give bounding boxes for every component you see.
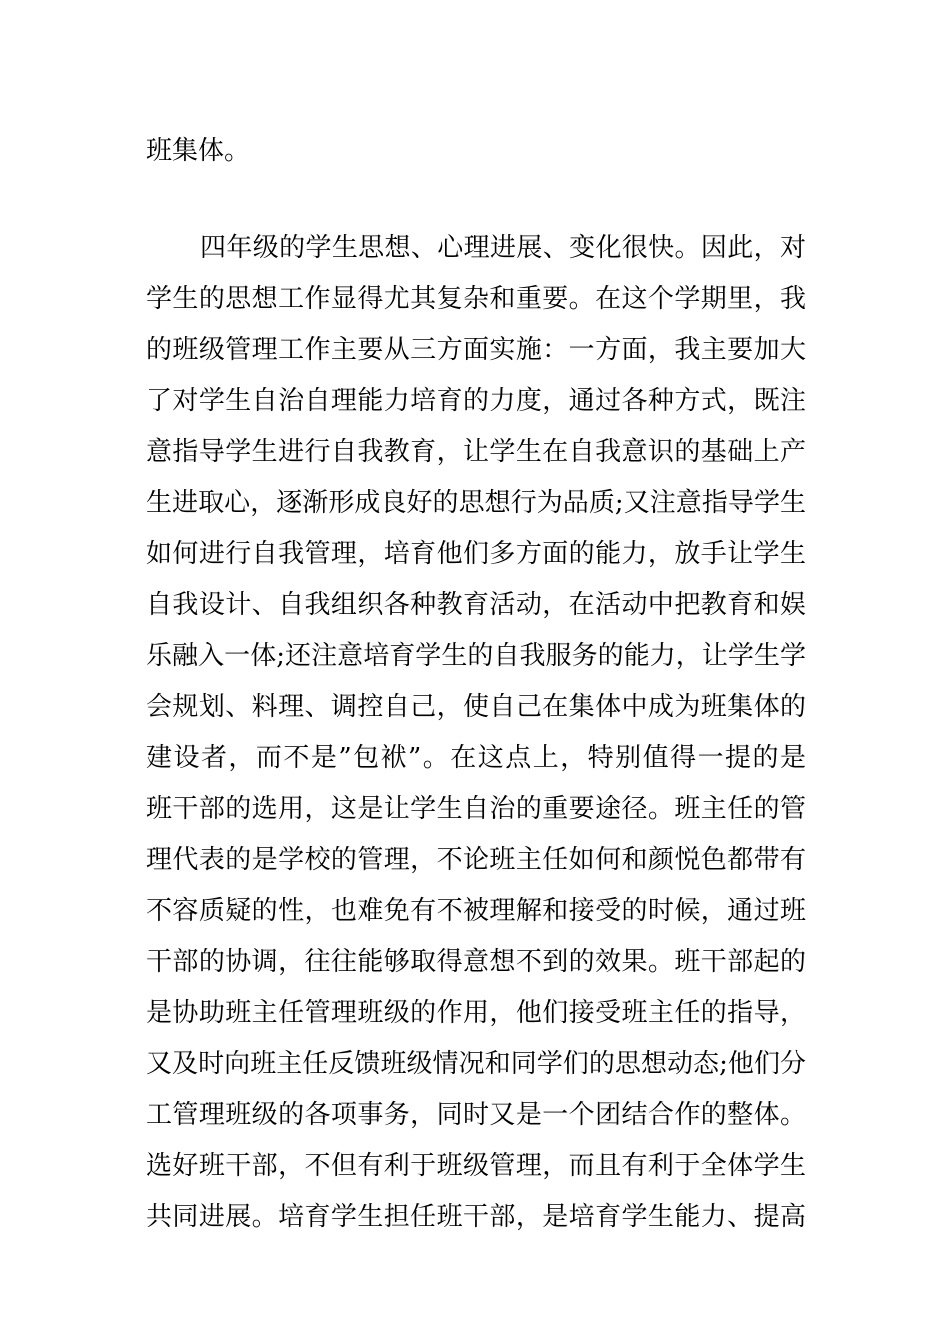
- paragraph-line: 建设者，而不是”包袱”。在这点上，特别值得一提的是: [146, 743, 806, 773]
- paragraph-line: 理代表的是学校的管理，不论班主任如何和颜悦色都带有: [146, 845, 806, 875]
- paragraph-line: 生进取心，逐渐形成良好的思想行为品质;又注意指导学生: [146, 488, 806, 518]
- paragraph-line: 共同进展。培育学生担任班干部，是培育学生能力、提高: [146, 1202, 806, 1232]
- paragraph-line: 是协助班主任管理班级的作用，他们接受班主任的指导，: [146, 998, 806, 1028]
- paragraph-line: 如何进行自我管理，培育他们多方面的能力，放手让学生: [146, 539, 806, 569]
- paragraph-line: 班干部的选用，这是让学生自治的重要途径。班主任的管: [146, 794, 806, 824]
- paragraph-line: 意指导学生进行自我教育，让学生在自我意识的基础上产: [146, 437, 806, 467]
- paragraph-line: 乐融入一体;还注意培育学生的自我服务的能力，让学生学: [146, 641, 806, 671]
- paragraph-line: 了对学生自治自理能力培育的力度，通过各种方式，既注: [146, 386, 806, 416]
- paragraph-line: 工管理班级的各项事务，同时又是一个团结合作的整体。: [146, 1100, 806, 1130]
- paragraph-line: 不容质疑的性，也难免有不被理解和接受的时候，通过班: [146, 896, 806, 926]
- paragraph-line: 又及时向班主任反馈班级情况和同学们的思想动态;他们分: [146, 1049, 806, 1079]
- paragraph-line: 干部的协调，往往能够取得意想不到的效果。班干部起的: [146, 947, 806, 977]
- paragraph-line: 四年级的学生思想、心理进展、变化很快。因此，对: [200, 233, 806, 263]
- paragraph-line: 会规划、料理、调控自己，使自己在集体中成为班集体的: [146, 692, 806, 722]
- paragraph-line: 学生的思想工作显得尤其复杂和重要。在这个学期里，我: [146, 284, 806, 314]
- paragraph-line: 的班级管理工作主要从三方面实施：一方面，我主要加大: [146, 335, 806, 365]
- paragraph-line: 自我设计、自我组织各种教育活动，在活动中把教育和娱: [146, 590, 806, 620]
- paragraph-line: 选好班干部，不但有利于班级管理，而且有利于全体学生: [146, 1151, 806, 1181]
- carryover-line: 班集体。: [146, 136, 251, 166]
